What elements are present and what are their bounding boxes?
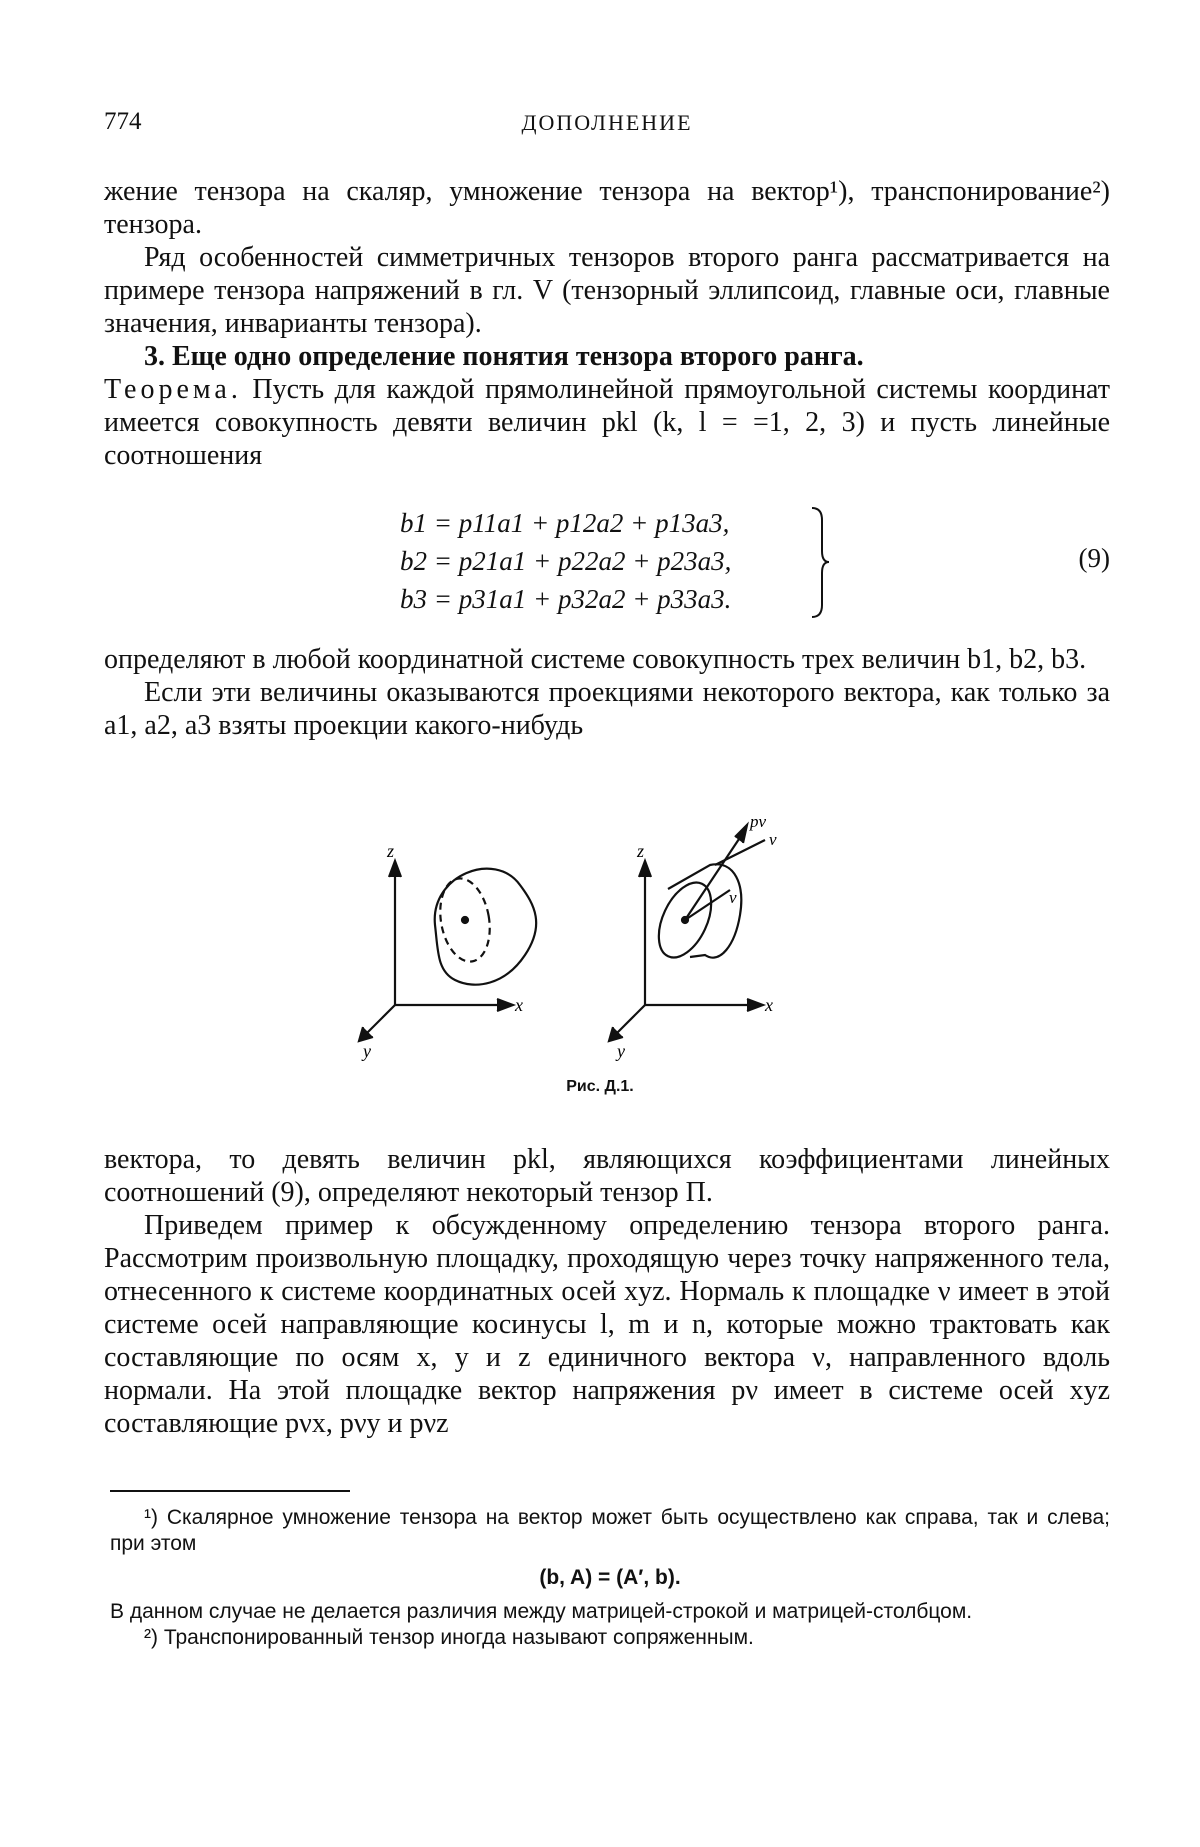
text-block-bottom: [104, 1143, 1110, 1440]
footnote-1-formula: (b, A) = (A′, b).: [539, 1566, 681, 1589]
equation-1: b1 = p11a1 + p12a2 + p13a3,: [400, 508, 730, 538]
right-x-label: x: [765, 995, 773, 1015]
paragraph-section-3: [104, 340, 1110, 373]
paragraph-continuation: жение тензора на скаляр, умножение тензора на вектор¹), транспонирование²) тензора.: [104, 176, 1110, 240]
footnote-2: ²) Транспонированный тензор иногда называют сопряженным.: [144, 1626, 754, 1649]
section-heading: 3. Еще одно определение понятия тензора второго ранга.: [144, 341, 864, 372]
running-head: ДОПОЛНЕНИЕ: [521, 110, 693, 135]
figure-d1: [345, 805, 865, 1085]
equation-2: b2 = p21a1 + p22a2 + p23a3,: [400, 546, 732, 576]
right-p-label: pν: [750, 812, 767, 831]
right-nu-label-2: ν: [729, 888, 737, 907]
page-number: 774: [104, 108, 142, 135]
theorem-label: Теорема.: [104, 374, 242, 405]
paragraph-projections: Если эти величины оказываются проекциями некоторого вектора, как только за a1, a2, a3 взяты проекции какого-нибудь: [104, 677, 1110, 741]
figure-d1-drawing: [345, 805, 865, 1085]
paragraph-example: Приведем пример к обсужденному определению тензора второго ранга. Рассмотрим произвольную площадку, проходящую через точку напряженного тела, отнесенного к системе координатных осей xyz. Нормаль к площадке ν имеет в этой системе осей направляющие косинусы l, m и n, которые можно трактовать как составляющие по осям x, y и z единичного вектора ν, направленного вдоль нормали. На этой площадке вектор напряжения pν имеет в системе осей xyz составляющие pνx, pνy и pνz: [104, 1210, 1110, 1439]
theorem-text: Пусть для каждой прямолинейной прямоугольной системы координат имеется совокупность девяти величин pkl (k, l = =1, 2, 3) и пусть линейные соотношения: [104, 374, 1110, 471]
footnote-1-continuation: В данном случае не делается различия между матрицей-строкой и матрицей-столбцом.: [110, 1600, 973, 1623]
footnote-1: ¹) Скалярное умножение тензора на вектор может быть осуществлено как справа, так и слева; при этом: [110, 1506, 1110, 1555]
paragraph-define-set: определяют в любой координатной системе совокупность трех величин b1, b2, b3.: [104, 644, 1087, 675]
right-y-label: y: [617, 1041, 625, 1061]
right-z-label: z: [637, 841, 645, 861]
left-z-label: z: [387, 841, 395, 861]
right-diagram: [609, 825, 765, 1041]
right-nu-label: ν: [769, 830, 777, 849]
equation-3: b3 = p31a1 + p32a2 + p33a3.: [400, 584, 732, 614]
equation-system-9: [400, 505, 1110, 620]
paragraph-symmetric-tensors: Ряд особенностей симметричных тензоров второго ранга рассматривается на примере тензора напряжений в гл. V (тензорный эллипсоид, главные оси, главные значения, инварианты тензора).: [104, 242, 1110, 339]
left-x-label: x: [515, 995, 523, 1015]
right-brace: [810, 505, 830, 620]
figure-caption: Рис. Д.1.: [566, 1078, 634, 1095]
text-block-top: [104, 175, 1110, 472]
equation-number: (9): [1078, 543, 1110, 573]
footnote-rule: [110, 1490, 350, 1492]
paragraph-nine-values: вектора, то девять величин pkl, являющихся коэффициентами линейных соотношений (9), определяют некоторый тензор П.: [104, 1144, 1110, 1208]
page-header: [104, 108, 1110, 148]
text-block-middle: [104, 643, 1110, 742]
left-diagram: [359, 861, 536, 1041]
paragraph-theorem: [104, 373, 1110, 472]
left-y-label: y: [363, 1041, 371, 1061]
footnotes: [110, 1505, 1110, 1651]
